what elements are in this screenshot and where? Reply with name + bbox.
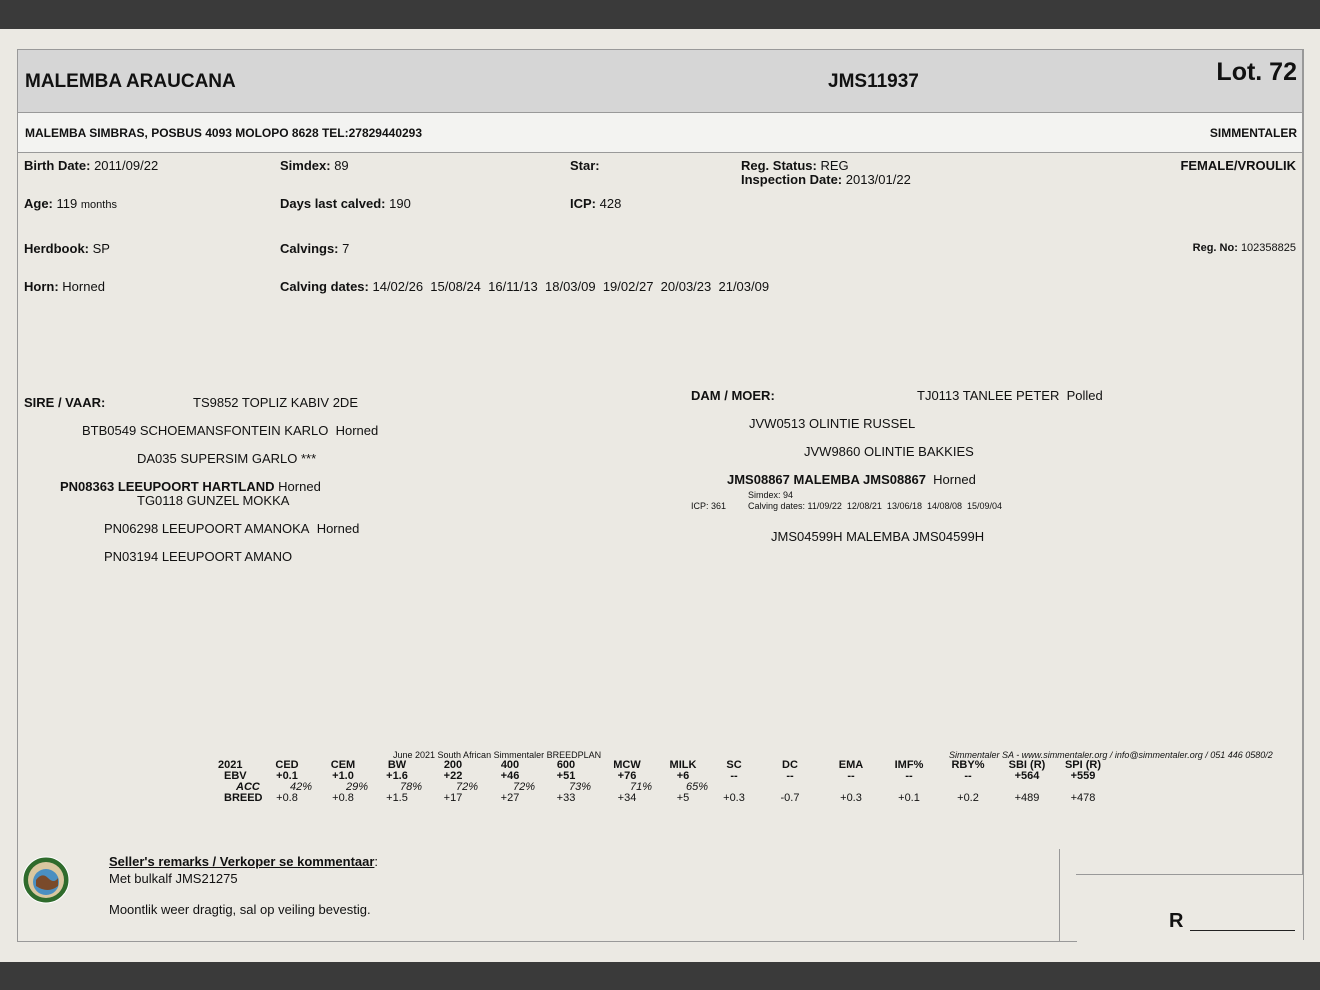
lot-header (18, 50, 1303, 113)
seller-remarks-colon: : (374, 854, 379, 869)
ebv-label: EBV (224, 770, 247, 782)
birth-date (24, 158, 158, 173)
inspection-date (741, 172, 911, 187)
birth-date-value: 2011/09/22 (94, 158, 159, 173)
birth-date-label: Birth Date: (24, 158, 91, 173)
sire-dam-dam-name: PN06298 LEEUPOORT AMANOKA (104, 521, 310, 536)
dam-name: JMS08867 MALEMBA JMS08867 (727, 472, 926, 487)
breed-label: BREED (224, 792, 263, 804)
ebv-column-header: MCW (613, 759, 641, 771)
sire-dam (60, 479, 321, 494)
divider-bottom (17, 941, 1077, 942)
horn-label: Horn: (24, 279, 59, 294)
acc-value: 73% (568, 781, 592, 793)
animal-code: JMS11937 (828, 71, 919, 92)
breed-value: +27 (500, 792, 520, 804)
breed-value: +0.3 (723, 792, 745, 804)
sire-label: SIRE / VAAR: (24, 395, 106, 410)
calving-dates (280, 279, 769, 294)
dam-sire-name: TJ0113 TANLEE PETER (917, 388, 1060, 403)
sire-dam-horn: Horned (278, 479, 321, 494)
days-label: Days last calved: (280, 196, 386, 211)
ebv-column-header: 200 (443, 759, 463, 771)
simdex (280, 158, 349, 173)
divider-vertical (1059, 849, 1060, 941)
ebv-column-header: 400 (500, 759, 520, 771)
age-value: 119 (56, 196, 78, 211)
age-unit: months (80, 199, 117, 211)
dam-calving-dates: Calving dates: 11/09/22 12/08/21 13/06/18 14/08/08 15/09/04 (748, 501, 1003, 511)
calving-dates-value: 14/02/26 15/08/24 16/11/13 18/03/09 19/02/27 20/03/23 21/03/09 (372, 279, 770, 294)
acc-value: 78% (399, 781, 423, 793)
sire-sire (82, 423, 378, 438)
owner-address: MALEMBA SIMBRAS, POSBUS 4093 MOLOPO 8628 TEL:27829440293 (25, 126, 423, 140)
sire-dam-dam-dam: PN03194 LEEUPOORT AMANO (104, 549, 293, 564)
ebv-value: -- (847, 770, 855, 782)
horn (24, 279, 105, 294)
seller-remark-2: Moontlik weer dragtig, sal op veiling bevestig. (109, 902, 371, 917)
reg-no (1193, 242, 1296, 254)
inspection-value: 2013/01/22 (845, 172, 911, 187)
reg-status (741, 158, 849, 173)
ebv-value: -- (730, 770, 738, 782)
sex: FEMALE/VROULIK (1180, 158, 1296, 173)
dam-label: DAM / MOER: (691, 388, 775, 403)
ebv-column-header: SC (726, 759, 742, 771)
breed-value: +489 (1014, 792, 1040, 804)
ebv-value: +6 (676, 770, 690, 782)
herdbook-value: SP (92, 241, 110, 256)
ebv-column-header: 600 (556, 759, 576, 771)
acc-value: 29% (345, 781, 369, 793)
inspection-label: Inspection Date: (741, 172, 843, 187)
owner-bar (18, 113, 1303, 153)
dam (727, 472, 976, 487)
calving-dates-label: Calving dates: (280, 279, 369, 294)
ebv-column-header: SPI (R) (1064, 759, 1102, 771)
animal-name: MALEMBA ARAUCANA (25, 71, 236, 92)
acc-value: 72% (455, 781, 479, 793)
breed-value: +0.3 (840, 792, 862, 804)
reg-no-label: Reg. No: (1192, 242, 1238, 254)
dam-horn: Horned (933, 472, 976, 487)
sire-name: TS9852 TOPLIZ KABIV 2DE (193, 395, 358, 410)
lot-number: Lot. 72 (1216, 58, 1297, 86)
sire-dam-dam-horn: Horned (316, 521, 360, 536)
calvings-label: Calvings: (280, 241, 339, 256)
reg-no-value: 102358825 (1240, 242, 1296, 254)
breed-value: +34 (617, 792, 637, 804)
ebv-value: -- (964, 770, 972, 782)
ebv-value: +1.0 (332, 770, 354, 782)
ebv-value: +46 (500, 770, 520, 782)
sire-dam-sire: TG0118 GUNZEL MOKKA (137, 493, 290, 508)
seller-remarks-title (109, 854, 378, 869)
breedplan-year: 2021 (218, 759, 243, 771)
divider-right (1302, 49, 1303, 875)
breed-value: +0.1 (898, 792, 920, 804)
ebv-value: -- (905, 770, 913, 782)
breed-value: +17 (443, 792, 463, 804)
dam-sire-horn: Polled (1066, 388, 1103, 403)
breed-value: +33 (556, 792, 576, 804)
ebv-column-header: SBI (R) (1008, 759, 1046, 771)
horn-value: Horned (62, 279, 105, 294)
icp-value: 428 (599, 196, 622, 211)
acc-value: 71% (629, 781, 653, 793)
icp-label: ICP: (570, 196, 596, 211)
icp (570, 196, 621, 211)
days-last-calved (280, 196, 411, 211)
age (24, 196, 117, 211)
dam-sire-dam-sire: JVW9860 OLINTIE BAKKIES (804, 444, 974, 459)
breed-value: +1.5 (386, 792, 408, 804)
seller-remark-1: Met bulkalf JMS21275 (109, 871, 238, 886)
dam-simdex: Simdex: 94 (748, 490, 794, 500)
sire-sire-horn: Horned (335, 423, 379, 438)
ebv-value: +564 (1014, 770, 1040, 782)
sire-sire-sire: DA035 SUPERSIM GARLO *** (137, 451, 317, 466)
ebv-value: +0.1 (276, 770, 298, 782)
sire-dam-name: PN08363 LEEUPOORT HARTLAND (60, 479, 275, 494)
breedplan-title: June 2021 South African Simmentaler BREEDPLAN (393, 750, 602, 760)
calvings (280, 241, 349, 256)
dam-sire (917, 388, 1103, 403)
age-label: Age: (24, 196, 53, 211)
seller-remarks-heading: Seller's remarks / Verkoper se kommentaar (109, 854, 375, 869)
ebv-value: +51 (556, 770, 576, 782)
dam-icp: ICP: 361 (691, 501, 727, 511)
days-value: 190 (389, 196, 411, 211)
breed-value: +478 (1070, 792, 1096, 804)
acc-value: 72% (512, 781, 536, 793)
breed-society-logo (22, 856, 70, 904)
ebv-value: -- (786, 770, 794, 782)
herdbook-label: Herdbook: (24, 241, 89, 256)
ebv-value: +559 (1070, 770, 1096, 782)
ebv-value: +76 (617, 770, 637, 782)
price-label: R (1169, 910, 1184, 932)
ebv-column-header: DC (782, 759, 798, 771)
star-label: Star: (570, 158, 600, 173)
ebv-value: +1.6 (386, 770, 408, 782)
breed-value: +0.2 (957, 792, 979, 804)
acc-label: ACC (236, 781, 260, 793)
acc-value: 42% (289, 781, 313, 793)
reg-status-value: REG (820, 158, 849, 173)
dam-sire-dam: JVW0513 OLINTIE RUSSEL (749, 416, 916, 431)
breed-value: +0.8 (276, 792, 298, 804)
simdex-label: Simdex: (280, 158, 331, 173)
breedplan-contact: Simmentaler SA - www.simmentaler.org / info@simmentaler.org / 051 446 0580/2 (949, 750, 1273, 760)
ebv-value: +22 (443, 770, 463, 782)
breed-value: +0.8 (332, 792, 354, 804)
reg-status-label: Reg. Status: (741, 158, 817, 173)
ebv-column-header: CEM (330, 759, 356, 771)
ebv-column-header: RBY% (951, 759, 985, 771)
breed-value: -0.7 (780, 792, 800, 804)
sire-sire-name: BTB0549 SCHOEMANSFONTEIN KARLO (82, 423, 329, 438)
calvings-value: 7 (342, 241, 350, 256)
breed-value: +5 (676, 792, 690, 804)
sire-dam-dam (104, 521, 359, 536)
ebv-column-header: CED (275, 759, 299, 771)
price-line (1190, 930, 1295, 931)
herdbook (24, 241, 110, 256)
divider-horizontal (1076, 874, 1303, 875)
simdex-value: 89 (334, 158, 349, 173)
ebv-column-header: MILK (669, 759, 697, 771)
ebv-column-header: BW (387, 759, 407, 771)
breed-name: SIMMENTALER (1209, 126, 1297, 140)
ebv-column-header: EMA (838, 759, 864, 771)
dam-dam: JMS04599H MALEMBA JMS04599H (771, 529, 985, 544)
divider-left (17, 49, 18, 941)
acc-value: 65% (685, 781, 709, 793)
ebv-column-header: IMF% (894, 759, 924, 771)
